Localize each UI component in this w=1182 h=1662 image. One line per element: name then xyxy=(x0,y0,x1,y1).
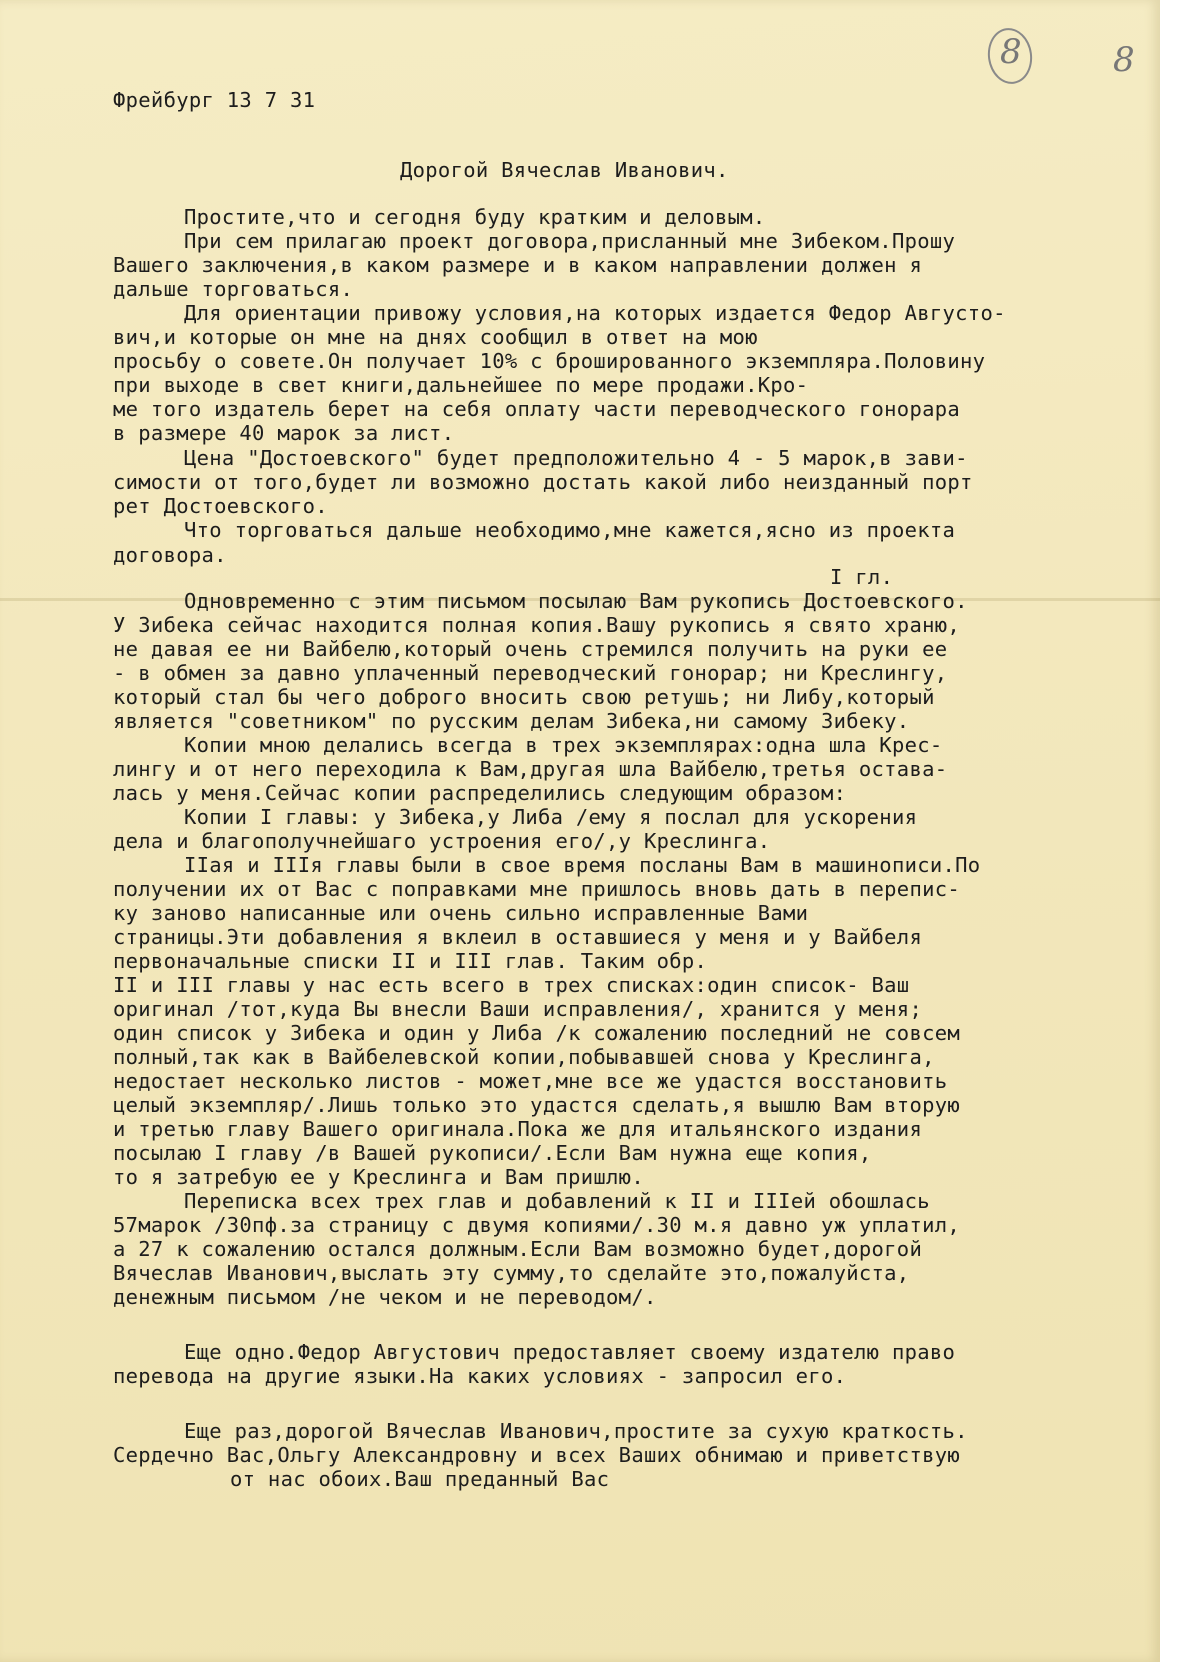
text-line: один список у Зибека и один у Либа /к сожалению последний не совсем xyxy=(113,1021,961,1045)
text-line: рет Достоевского. xyxy=(113,494,328,518)
text-line: который стал бы чего доброго вносить свою ретушь; ни Либу,который xyxy=(113,685,935,709)
text-line: дальше торговаться. xyxy=(113,277,354,301)
text-line: полный,так как в Вайбелевской копии,побывавшей снова у Креслинга, xyxy=(113,1045,935,1069)
text-line: получении их от Вас с поправками мне пришлось вновь дать в перепис- xyxy=(113,877,961,901)
letter-salutation: Дорогой Вячеслав Иванович. xyxy=(400,158,729,182)
text-line: Вячеслав Иванович,выслать эту сумму,то сделайте это,пожалуйста, xyxy=(113,1261,910,1285)
pencil-page-number: 8 xyxy=(1000,32,1022,72)
text-line: Что торговаться дальше необходимо,мне кажется,ясно из проекта xyxy=(184,518,956,542)
text-line: 57марок /30пф.за страницу с двумя копиями/.30 м.я давно уж уплатил, xyxy=(113,1213,961,1237)
text-line: вич,и которые он мне на днях сообщил в ответ на мою xyxy=(113,325,758,349)
text-line: Переписка всех трех глав и добавлений к II и IIIей обошлась xyxy=(184,1189,930,1213)
text-line: IIая и IIIя главы были в свое время посланы Вам в машинописи.По xyxy=(184,853,981,877)
text-line: недостает несколько листов - может,мне все же удастся восстановить xyxy=(113,1069,948,1093)
text-line: является "советником" по русским делам Зибека,ни самому Зибеку. xyxy=(113,709,910,733)
text-line: первоначальные списки II и III глав. Таким обр. xyxy=(113,949,708,973)
text-line: лингу и от него переходила к Вам,другая шла Вайбелю,третья остава- xyxy=(113,757,948,781)
pencil-page-number: 8 xyxy=(1113,40,1135,80)
text-line: У Зибека сейчас находится полная копия.Вашу рукопись я свято храню, xyxy=(113,613,961,637)
text-line: и третью главу Вашего оригинала.Пока же для итальянского издания xyxy=(113,1117,923,1141)
text-line: перевода на другие языки.На каких условиях - запросил его. xyxy=(113,1364,847,1388)
chapter-heading: I гл. xyxy=(830,565,894,589)
text-line: дела и благополучнейшаго устроения его/,у Креслинга. xyxy=(113,829,771,853)
text-line: ме того издатель берет на себя оплату части переводческого гонорара xyxy=(113,397,961,421)
text-line: Копии мною делались всегда в трех экземплярах:одна шла Крес- xyxy=(184,733,943,757)
text-line: Еще раз,дорогой Вячеслав Иванович,простите за сухую краткость. xyxy=(184,1419,968,1443)
text-line: не давая ее ни Вайбелю,который очень стремился получить на руки ее xyxy=(113,637,948,661)
text-line: при выходе в свет книги,дальнейшее по мере продажи.Кро- xyxy=(113,373,809,397)
text-line: денежным письмом /не чеком и не переводом/. xyxy=(113,1285,657,1309)
letter-place-date: Фрейбург 13 7 31 xyxy=(113,88,316,112)
text-line: Копии I главы: у Зибека,у Либа /ему я послал для ускорения xyxy=(184,805,918,829)
text-line: Цена "Достоевского" будет предположительно 4 - 5 марок,в зави- xyxy=(184,446,968,470)
text-line: Для ориентации привожу условия,на которых издается Федор Августо- xyxy=(184,301,1006,325)
text-line: Еще одно.Федор Августович предоставляет своему издателю право xyxy=(184,1340,956,1364)
text-line: страницы.Эти добавления я вклеил в оставшиеся у меня и у Вайбеля xyxy=(113,925,923,949)
text-line: II и III главы у нас есть всего в трех списках:один список- Ваш xyxy=(113,973,910,997)
text-line: договора. xyxy=(113,543,227,567)
text-line: - в обмен за давно уплаченный переводческий гонорар; ни Креслингу, xyxy=(113,661,948,685)
text-line: Простите,что и сегодня буду кратким и деловым. xyxy=(184,205,766,229)
text-line: а 27 к сожалению остался должным.Если Вам возможно будет,дорогой xyxy=(113,1237,923,1261)
text-line: Одновременно с этим письмом посылаю Вам рукопись Достоевского. xyxy=(184,589,968,613)
text-line: лась у меня.Сейчас копии распределились следующим образом: xyxy=(113,781,847,805)
letter-closing: от нас обоих.Ваш преданный Вас xyxy=(230,1467,610,1491)
text-line: оригинал /тот,куда Вы внесли Ваши исправления/, хранится у меня; xyxy=(113,997,923,1021)
text-line: ку заново написанные или очень сильно исправленные Вами xyxy=(113,901,809,925)
text-line: целый экземпляр/.Лишь только это удастся сделать,я вышлю Вам вторую xyxy=(113,1093,961,1117)
text-line: Сердечно Вас,Ольгу Александровну и всех Ваших обнимаю и приветствую xyxy=(113,1443,961,1467)
text-line: в размере 40 марок за лист. xyxy=(113,421,455,445)
text-line: При сем прилагаю проект договора,присланный мне Зибеком.Прошу xyxy=(184,229,956,253)
text-line: то я затребую ее у Креслинга и Вам пришлю. xyxy=(113,1165,644,1189)
text-line: Вашего заключения,в каком размере и в каком направлении должен я xyxy=(113,253,923,277)
text-line: посылаю I главу /в Вашей рукописи/.Если Вам нужна еще копия, xyxy=(113,1141,872,1165)
text-line: просьбу о совете.Он получает 10% с брошированного экземпляра.Половину xyxy=(113,349,986,373)
text-line: симости от того,будет ли возможно достать какой либо неизданный порт xyxy=(113,470,973,494)
